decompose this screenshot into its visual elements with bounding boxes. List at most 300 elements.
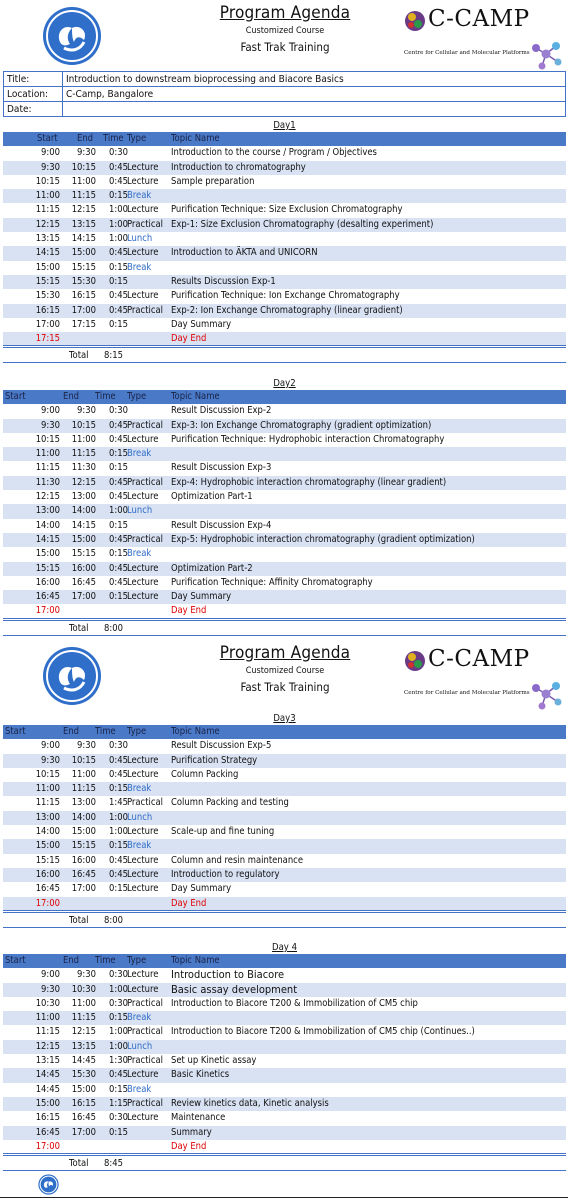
row-topic: Exp-2: Ion Exchange Chromatography (linear gradient)	[171, 304, 403, 316]
row-end: 17:00	[71, 591, 96, 603]
schedule-row	[3, 175, 566, 189]
row-start: 14:15	[35, 247, 60, 259]
row-topic: Summary	[171, 1126, 212, 1138]
row-time: 0:45	[109, 290, 128, 302]
ge-footer-logo-icon	[38, 1174, 59, 1195]
row-time: 0:45	[109, 491, 128, 503]
row-end: 14:00	[71, 505, 96, 517]
row-end: 11:15	[71, 448, 96, 460]
schedule-row	[3, 604, 566, 618]
row-topic: Basic assay development	[171, 982, 298, 996]
row-time: 0:15	[109, 462, 128, 474]
row-topic: Result Discussion Exp-4	[171, 519, 272, 531]
row-end: 13:00	[71, 491, 96, 503]
schedule-row	[3, 490, 566, 504]
schedule-row	[3, 433, 566, 447]
row-topic: Result Discussion Exp-5	[171, 740, 272, 752]
row-type: Lecture	[127, 562, 159, 574]
col-time-header: Time	[103, 133, 124, 144]
total-label: Total	[69, 1158, 89, 1170]
schedule-row	[3, 232, 566, 246]
row-start: 13:15	[35, 1055, 60, 1067]
row-start: 10:15	[35, 175, 60, 187]
row-topic: Purification Technique: Size Exclusion Chromatography	[171, 204, 403, 216]
schedule-row	[3, 289, 566, 303]
row-topic: Purification Technique: Affinity Chromatography	[171, 576, 373, 588]
schedule-row	[3, 461, 566, 475]
row-start: 13:00	[35, 505, 60, 517]
schedule-row	[3, 968, 566, 982]
course-info-table	[3, 71, 566, 117]
schedule-row	[3, 504, 566, 518]
row-end: 15:30	[71, 275, 96, 287]
row-end: 11:00	[71, 997, 96, 1009]
row-start: 13:15	[35, 233, 60, 245]
row-time: 0:30	[109, 147, 128, 159]
schedule-row	[3, 447, 566, 461]
row-type: Lecture	[127, 826, 159, 838]
row-time: 0:30	[109, 405, 128, 417]
schedule-row	[3, 1140, 566, 1154]
row-type: Break	[127, 840, 152, 852]
row-type: Break	[127, 548, 152, 560]
schedule-row	[3, 161, 566, 175]
row-end: 14:45	[71, 1055, 96, 1067]
row-start: 11:15	[35, 462, 60, 474]
row-topic: Introduction to Biacore T200 & Immobilization of CM5 chip	[171, 997, 418, 1009]
schedule-row	[3, 590, 566, 604]
row-start: 17:00	[35, 897, 60, 909]
row-start: 15:00	[35, 261, 60, 273]
schedule-row	[3, 811, 566, 825]
row-time: 1:00	[109, 811, 128, 823]
schedule-row	[3, 839, 566, 853]
schedule-row	[3, 261, 566, 275]
row-topic: Introduction to the course / Program / Objectives	[171, 147, 377, 159]
row-time: 1:00	[109, 218, 128, 230]
row-type: Break	[127, 783, 152, 795]
network-icon	[530, 678, 562, 710]
row-start: 16:00	[35, 868, 60, 880]
row-time: 1:45	[109, 797, 128, 809]
row-time: 0:45	[109, 768, 128, 780]
row-type: Break	[127, 448, 152, 460]
row-type: Practical	[127, 997, 163, 1009]
row-time: 1:00	[109, 983, 128, 995]
day-label: Day2	[273, 378, 296, 389]
row-type: Lecture	[127, 768, 159, 780]
agenda-subtitle: Customized Course	[245, 666, 325, 676]
day-total-row	[3, 913, 566, 928]
day-2-schedule	[3, 377, 566, 636]
row-type: Lunch	[127, 233, 153, 245]
row-start: 15:15	[35, 854, 60, 866]
row-start: 9:30	[41, 754, 60, 766]
col-time-header: Time	[95, 391, 116, 402]
row-time: 0:15	[109, 448, 128, 460]
row-time: 0:45	[109, 533, 128, 545]
row-type: Lecture	[127, 175, 159, 187]
row-end: 10:15	[71, 754, 96, 766]
schedule-row	[3, 332, 566, 346]
row-start: 15:00	[35, 1097, 60, 1109]
row-type: Lunch	[127, 1040, 153, 1052]
row-start: 9:30	[41, 983, 60, 995]
schedule-row	[3, 146, 566, 160]
row-end: 16:15	[71, 1097, 96, 1109]
col-time-header: Time	[95, 726, 116, 737]
row-topic: Basic Kinetics	[171, 1069, 230, 1081]
col-start-header: Start	[37, 133, 58, 144]
row-start: 11:00	[35, 1012, 60, 1024]
info-label: Location:	[4, 87, 63, 102]
row-time: 0:45	[109, 175, 128, 187]
row-time: 0:15	[109, 261, 128, 273]
column-header-row	[3, 390, 566, 404]
schedule-row	[3, 768, 566, 782]
schedule-row	[3, 576, 566, 590]
schedule-row	[3, 854, 566, 868]
row-time: 1:00	[109, 1040, 128, 1052]
row-type: Lecture	[127, 969, 159, 981]
schedule-row	[3, 304, 566, 318]
row-time: 0:15	[109, 190, 128, 202]
row-time: 0:15	[109, 318, 128, 330]
total-label: Total	[69, 622, 89, 634]
schedule-row	[3, 246, 566, 260]
row-type: Break	[127, 1012, 152, 1024]
row-type: Practical	[127, 1097, 163, 1109]
row-topic: Optimization Part-2	[171, 562, 253, 574]
schedule-row	[3, 1083, 566, 1097]
row-end: 17:00	[71, 883, 96, 895]
row-start: 15:15	[35, 562, 60, 574]
row-time: 0:15	[109, 883, 128, 895]
ccamp-logo	[404, 4, 554, 66]
row-topic: Result Discussion Exp-2	[171, 405, 272, 417]
row-type: Lecture	[127, 433, 159, 445]
row-topic: Purification Technique: Hydrophobic interaction Chromatography	[171, 433, 445, 445]
row-type: Break	[127, 261, 152, 273]
schedule-row	[3, 1025, 566, 1039]
row-topic: Introduction to Biacore	[171, 968, 285, 982]
row-time: 0:15	[109, 783, 128, 795]
row-start: 10:15	[35, 768, 60, 780]
row-type: Practical	[127, 533, 163, 545]
col-type-header: Type	[127, 133, 147, 144]
row-end: 17:00	[71, 1126, 96, 1138]
row-end: 15:00	[71, 826, 96, 838]
row-time: 0:30	[109, 740, 128, 752]
row-type: Lecture	[127, 1112, 159, 1124]
row-end: 9:30	[77, 405, 96, 417]
col-type-header: Type	[127, 726, 147, 737]
row-start: 14:45	[35, 1083, 60, 1095]
row-end: 11:15	[71, 1012, 96, 1024]
total-value: 8:00	[104, 914, 123, 926]
row-end: 10:30	[71, 983, 96, 995]
col-end-header: End	[63, 391, 80, 402]
row-start: 11:15	[35, 797, 60, 809]
row-topic: Exp-3: Ion Exchange Chromatography (gradient optimization)	[171, 419, 432, 431]
row-topic: Day End	[171, 605, 207, 617]
row-type: Practical	[127, 476, 163, 488]
row-time: 0:15	[109, 840, 128, 852]
row-end: 9:30	[77, 740, 96, 752]
row-start: 11:30	[35, 476, 60, 488]
row-end: 15:30	[71, 1069, 96, 1081]
schedule-row	[3, 868, 566, 882]
row-time: 0:45	[109, 868, 128, 880]
row-topic: Day End	[171, 897, 207, 909]
row-start: 15:00	[35, 840, 60, 852]
network-icon	[530, 38, 562, 70]
row-start: 10:15	[35, 433, 60, 445]
total-value: 8:15	[104, 350, 123, 362]
row-topic: Sample preparation	[171, 175, 255, 187]
row-type: Practical	[127, 1026, 163, 1038]
row-topic: Purification Strategy	[171, 754, 258, 766]
row-time: 0:45	[109, 247, 128, 259]
row-time: 0:15	[109, 275, 128, 287]
row-time: 0:45	[109, 562, 128, 574]
row-time: 0:45	[109, 576, 128, 588]
ccamp-logo	[404, 644, 554, 706]
row-type: Lecture	[127, 591, 159, 603]
row-end: 9:30	[77, 969, 96, 981]
row-topic: Column and resin maintenance	[171, 854, 304, 866]
schedule-row	[3, 754, 566, 768]
row-type: Practical	[127, 218, 163, 230]
row-end: 12:15	[71, 204, 96, 216]
schedule-row	[3, 796, 566, 810]
row-topic: Exp-5: Hydrophobic interaction chromatography (gradient optimization)	[171, 533, 475, 545]
row-topic: Introduction to chromatography	[171, 161, 306, 173]
row-time: 1:00	[109, 826, 128, 838]
row-topic: Day End	[171, 333, 207, 345]
row-topic: Day End	[171, 1140, 207, 1152]
agenda-title: Program Agenda	[219, 3, 351, 23]
row-end: 16:45	[71, 868, 96, 880]
page-header-2	[0, 640, 568, 706]
schedule-row	[3, 1054, 566, 1068]
day-label: Day 4	[271, 942, 298, 953]
row-type: Practical	[127, 419, 163, 431]
ccamp-name: C-CAMP	[428, 6, 530, 32]
day-total-row	[3, 348, 566, 363]
row-time: 1:15	[109, 1097, 128, 1109]
row-topic: Optimization Part-1	[171, 491, 253, 503]
row-end: 16:45	[71, 1112, 96, 1124]
row-end: 13:00	[71, 797, 96, 809]
row-time: 1:30	[109, 1055, 128, 1067]
info-label: Title:	[4, 72, 63, 87]
row-topic: Introduction to regulatory	[171, 868, 280, 880]
schedule-row	[3, 203, 566, 217]
day-3-schedule	[3, 712, 566, 928]
row-time: 0:30	[109, 969, 128, 981]
schedule-row	[3, 1040, 566, 1054]
row-end: 16:45	[71, 576, 96, 588]
total-value: 8:45	[104, 1158, 123, 1170]
row-topic: Introduction to ÄKTA and UNICORN	[171, 247, 318, 259]
row-start: 10:30	[35, 997, 60, 1009]
schedule-row	[3, 739, 566, 753]
row-time: 0:45	[109, 476, 128, 488]
schedule-row	[3, 897, 566, 911]
row-start: 9:30	[41, 419, 60, 431]
row-start: 17:00	[35, 1140, 60, 1152]
row-end: 17:00	[71, 304, 96, 316]
row-end: 13:15	[71, 1040, 96, 1052]
row-type: Lecture	[127, 290, 159, 302]
row-topic: Scale-up and fine tuning	[171, 826, 275, 838]
total-label: Total	[69, 914, 89, 926]
column-header-row	[3, 725, 566, 739]
col-topic-header: Topic Name	[171, 391, 220, 402]
row-topic: Column Packing and testing	[171, 797, 289, 809]
row-end: 17:15	[71, 318, 96, 330]
row-start: 17:15	[35, 333, 60, 345]
col-end-header: End	[63, 955, 80, 966]
row-start: 16:15	[35, 1112, 60, 1124]
row-end: 16:00	[71, 562, 96, 574]
column-header-row	[3, 132, 566, 146]
row-start: 14:45	[35, 1069, 60, 1081]
day-1-schedule	[3, 119, 566, 363]
day-4-schedule	[3, 941, 566, 1171]
row-start: 16:45	[35, 1126, 60, 1138]
row-start: 15:15	[35, 275, 60, 287]
row-start: 16:00	[35, 576, 60, 588]
info-row	[4, 102, 566, 117]
schedule-row	[3, 825, 566, 839]
row-start: 14:00	[35, 826, 60, 838]
col-topic-header: Topic Name	[171, 955, 220, 966]
col-type-header: Type	[127, 955, 147, 966]
schedule-row	[3, 1011, 566, 1025]
row-start: 15:00	[35, 548, 60, 560]
row-topic: Exp-4: Hydrophobic interaction chromatography (linear gradient)	[171, 476, 447, 488]
row-topic: Review kinetics data, Kinetic analysis	[171, 1097, 329, 1109]
row-start: 16:45	[35, 591, 60, 603]
row-type: Lecture	[127, 161, 159, 173]
day-total-row	[3, 1156, 566, 1171]
schedule-row	[3, 1126, 566, 1140]
row-type: Lunch	[127, 811, 153, 823]
ccamp-name: C-CAMP	[428, 646, 530, 672]
row-start: 13:00	[35, 811, 60, 823]
row-end: 13:15	[71, 218, 96, 230]
schedule-row	[3, 218, 566, 232]
row-start: 9:00	[41, 147, 60, 159]
row-start: 17:00	[35, 318, 60, 330]
row-topic: Results Discussion Exp-1	[171, 275, 276, 287]
schedule-row	[3, 1097, 566, 1111]
row-end: 15:00	[71, 1083, 96, 1095]
row-start: 11:00	[35, 448, 60, 460]
col-time-header: Time	[95, 955, 116, 966]
row-start: 14:00	[35, 519, 60, 531]
row-type: Lecture	[127, 854, 159, 866]
schedule-row	[3, 533, 566, 547]
row-start: 16:45	[35, 883, 60, 895]
schedule-row	[3, 189, 566, 203]
row-end: 15:15	[71, 548, 96, 560]
row-end: 14:00	[71, 811, 96, 823]
row-time: 0:45	[109, 161, 128, 173]
row-topic: Introduction to Biacore T200 & Immobilization of CM5 chip (Continues..)	[171, 1026, 475, 1038]
row-type: Lecture	[127, 868, 159, 880]
row-type: Lecture	[127, 883, 159, 895]
molecule-icon	[404, 8, 426, 34]
row-end: 11:00	[71, 768, 96, 780]
ge-logo-icon	[42, 646, 102, 706]
info-row	[4, 87, 566, 102]
row-time: 0:30	[109, 1112, 128, 1124]
row-time: 0:45	[109, 304, 128, 316]
row-type: Practical	[127, 1055, 163, 1067]
day-label: Day3	[273, 713, 296, 724]
ccamp-fullname: Centre for Cellular and Molecular Platforms	[404, 50, 530, 56]
course-name: Fast Trak Training	[240, 40, 330, 54]
row-time: 0:30	[109, 997, 128, 1009]
day-label: Day1	[273, 120, 296, 131]
row-type: Lecture	[127, 983, 159, 995]
info-row	[4, 72, 566, 87]
row-end: 16:15	[71, 290, 96, 302]
row-start: 9:30	[41, 161, 60, 173]
row-time: 0:45	[109, 754, 128, 766]
row-topic: Exp-1: Size Exclusion Chromatography (desalting experiment)	[171, 218, 434, 230]
row-start: 11:00	[35, 783, 60, 795]
schedule-row	[3, 547, 566, 561]
row-type: Break	[127, 190, 152, 202]
row-topic: Result Discussion Exp-3	[171, 462, 272, 474]
row-time: 0:45	[109, 433, 128, 445]
schedule-row	[3, 562, 566, 576]
agenda-subtitle: Customized Course	[245, 26, 325, 36]
row-start: 12:15	[35, 1040, 60, 1052]
row-time: 0:15	[109, 1083, 128, 1095]
schedule-row	[3, 882, 566, 896]
row-time: 0:15	[109, 591, 128, 603]
row-time: 1:00	[109, 505, 128, 517]
row-time: 0:15	[109, 548, 128, 560]
col-topic-header: Topic Name	[171, 726, 220, 737]
row-time: 1:00	[109, 204, 128, 216]
schedule-row	[3, 404, 566, 418]
course-name: Fast Trak Training	[240, 680, 330, 694]
row-type: Lecture	[127, 247, 159, 259]
row-end: 10:15	[71, 419, 96, 431]
schedule-row	[3, 1068, 566, 1082]
schedule-row	[3, 476, 566, 490]
column-header-row	[3, 954, 566, 968]
agenda-title: Program Agenda	[219, 643, 351, 663]
row-end: 10:15	[71, 161, 96, 173]
molecule-icon	[404, 648, 426, 674]
col-topic-header: Topic Name	[171, 133, 220, 144]
total-value: 8:00	[104, 622, 123, 634]
info-value	[63, 102, 566, 117]
schedule-row	[3, 782, 566, 796]
col-start-header: Start	[5, 955, 26, 966]
row-type: Break	[127, 1083, 152, 1095]
row-start: 11:15	[35, 1026, 60, 1038]
row-end: 15:15	[71, 261, 96, 273]
row-type: Practical	[127, 797, 163, 809]
